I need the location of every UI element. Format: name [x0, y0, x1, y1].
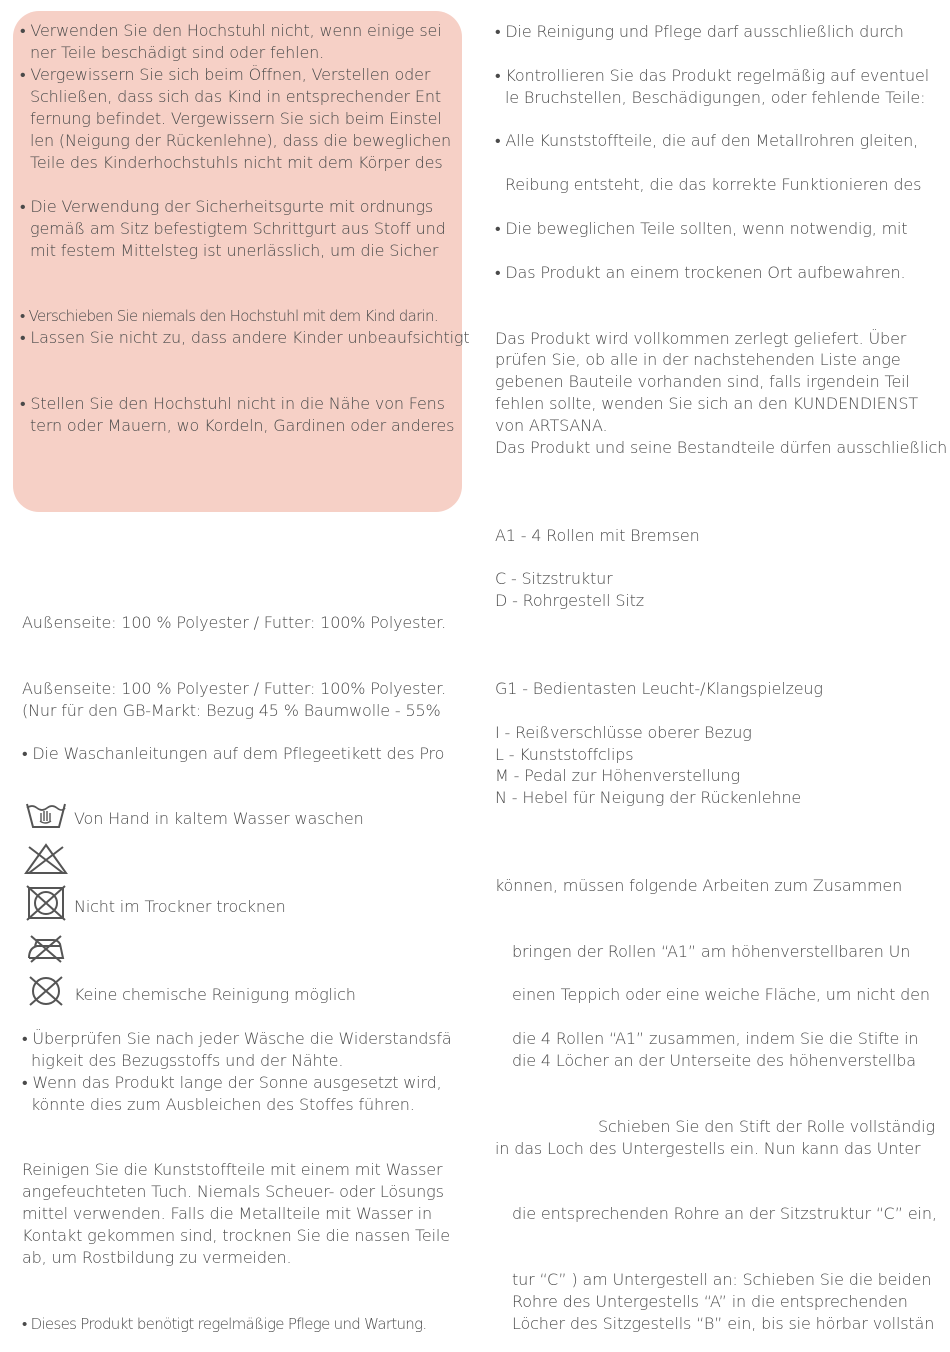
- no-dryclean-label: Keine chemische Reinigung möglich: [74, 985, 356, 1004]
- delivery-para-4: fehlen sollte, wenden Sie sich an den KUNDENDIENST: [495, 394, 919, 413]
- check-fabric-line-2: higkeit des Bezugsstoffs und der Nähte.: [31, 1051, 344, 1070]
- no-dryclean-icon: [25, 975, 67, 1007]
- no-bleach-icon: [24, 843, 68, 875]
- part-g1: G1 - Bedientasten Leucht-/Klangspielzeug: [495, 679, 823, 698]
- no-tumble-dry-icon: [26, 885, 66, 921]
- material-line: Außenseite: 100 % Polyester / Futter: 100% Polyester.: [22, 613, 447, 632]
- delivery-para-3: gebenen Bauteile vorhanden sind, falls irgendein Teil: [495, 372, 910, 391]
- right-text-1: • Die Reinigung und Pflege darf ausschließlich durch: [495, 22, 904, 41]
- no-tumble-dry-label: Nicht im Trockner trocknen: [74, 897, 286, 916]
- warning-text-6: len (Neigung der Rückenlehne), dass die beweglichen: [30, 131, 452, 150]
- clean-line-2: angefeuchteten Tuch. Niemals Scheuer- oder Lösungs: [22, 1182, 444, 1201]
- clean-line-3: mittel verwenden. Falls die Metallteile mit Wasser in: [22, 1204, 432, 1223]
- maintenance-line: • Dieses Produkt benötigt regelmäßige Pflege und Wartung.: [22, 1315, 427, 1333]
- clean-line-4: Kontakt gekommen sind, trocknen Sie die nassen Teile: [22, 1226, 450, 1245]
- warning-text-11: • Verschieben Sie niemals den Hochstuhl mit dem Kind darin.: [20, 307, 438, 325]
- right-text-5: Reibung entsteht, die das korrekte Funktionieren des: [505, 175, 922, 194]
- warning-text-8: • Die Verwendung der Sicherheitsgurte mit ordnungs: [20, 197, 434, 216]
- no-iron-icon: [25, 934, 67, 964]
- part-d: D - Rohrgestell Sitz: [495, 591, 645, 610]
- assembly-line-4: die 4 Rollen “A1” zusammen, indem Sie die Stifte in: [512, 1029, 919, 1048]
- right-text-7: • Das Produkt an einem trockenen Ort aufbewahren.: [495, 263, 906, 282]
- assembly-line-5: die 4 Löcher an der Unterseite des höhenverstellba: [512, 1051, 916, 1070]
- right-text-6: • Die beweglichen Teile sollten, wenn notwendig, mit: [495, 219, 908, 238]
- delivery-para-6: Das Produkt und seine Bestandteile dürfen ausschließlich: [495, 438, 948, 457]
- part-l: L - Kunststoffclips: [495, 745, 634, 764]
- assembly-line-11: Löcher des Sitzgestells “B” ein, bis sie hörbar vollstän: [512, 1314, 935, 1333]
- assembly-line-9: tur “C” ) am Untergestell an: Schieben Sie die beiden: [512, 1270, 932, 1289]
- material-line-3: (Nur für den GB-Markt: Bezug 45 % Baumwolle - 55%: [22, 701, 441, 720]
- material-line-2: Außenseite: 100 % Polyester / Futter: 100% Polyester.: [22, 679, 447, 698]
- assembly-line-10: Rohre des Untergestells “A” in die entsprechenden: [512, 1292, 908, 1311]
- sun-line-2: könnte dies zum Ausbleichen des Stoffes führen.: [31, 1095, 415, 1114]
- warning-text-12: • Lassen Sie nicht zu, dass andere Kinder unbeaufsichtigt: [20, 328, 470, 347]
- part-a1: A1 - 4 Rollen mit Bremsen: [495, 526, 700, 545]
- assembly-line-2: bringen der Rollen “A1” am höhenverstellbaren Un: [512, 942, 911, 961]
- assembly-line-3: einen Teppich oder eine weiche Fläche, um nicht den: [512, 985, 930, 1004]
- warning-text-1: • Verwenden Sie den Hochstuhl nicht, wenn einige sei: [20, 21, 442, 40]
- warning-text-14: tern oder Mauern, wo Kordeln, Gardinen oder anderes: [30, 416, 455, 435]
- part-i: I - Reißverschlüsse oberer Bezug: [495, 723, 752, 742]
- assembly-line-7: in das Loch des Untergestells ein. Nun kann das Unter: [495, 1139, 921, 1158]
- sun-line-1: • Wenn das Produkt lange der Sonne ausgesetzt wird,: [22, 1073, 442, 1092]
- part-m: M - Pedal zur Höhenverstellung: [495, 766, 740, 785]
- handwash-label: Von Hand in kaltem Wasser waschen: [74, 809, 364, 828]
- assembly-line-1: können, müssen folgende Arbeiten zum Zusammen: [495, 876, 903, 895]
- warning-text-2: ner Teile beschädigt sind oder fehlen.: [30, 43, 325, 62]
- delivery-para-1: Das Produkt wird vollkommen zerlegt geliefert. Über: [495, 329, 907, 348]
- delivery-para-2: prüfen Sie, ob alle in der nachstehenden Liste ange: [495, 350, 901, 369]
- right-text-2: • Kontrollieren Sie das Produkt regelmäßig auf eventuel: [495, 66, 930, 85]
- right-text-3: le Bruchstellen, Beschädigungen, oder fehlende Teile:: [505, 88, 926, 107]
- right-text-4: • Alle Kunststoffteile, die auf den Metallrohren gleiten,: [495, 131, 919, 150]
- warning-text-4: Schließen, dass sich das Kind in entsprechender Ent: [30, 87, 441, 106]
- clean-line-1: Reinigen Sie die Kunststoffteile mit einem mit Wasser: [22, 1160, 443, 1179]
- warning-text-13: • Stellen Sie den Hochstuhl nicht in die Nähe von Fens: [20, 394, 445, 413]
- clean-line-5: ab, um Rostbildung zu vermeiden.: [22, 1248, 292, 1267]
- assembly-line-6: Schieben Sie den Stift der Rolle vollständig: [598, 1117, 935, 1136]
- part-n: N - Hebel für Neigung der Rückenlehne: [495, 788, 802, 807]
- delivery-para-5: von ARTSANA.: [495, 416, 608, 435]
- warning-text-7: Teile des Kinderhochstuhls nicht mit dem Körper des: [30, 153, 443, 172]
- warning-text-5: fernung befindet. Vergewissern Sie sich beim Einstel: [30, 109, 442, 128]
- warning-text-10: mit festem Mittelsteg ist unerlässlich, um die Sicher: [30, 241, 439, 260]
- warning-text-9: gemäß am Sitz befestigtem Schrittgurt aus Stoff und: [30, 219, 446, 238]
- wash-instructions: • Die Waschanleitungen auf dem Pflegeetikett des Pro: [22, 744, 445, 763]
- part-c: C - Sitzstruktur: [495, 569, 613, 588]
- warning-text-3: • Vergewissern Sie sich beim Öffnen, Verstellen oder: [20, 65, 431, 84]
- handwash-icon: [25, 801, 67, 831]
- assembly-line-8: die entsprechenden Rohre an der Sitzstruktur “C” ein,: [512, 1204, 937, 1223]
- check-fabric-line-1: • Überprüfen Sie nach jeder Wäsche die Widerstandsfä: [22, 1029, 452, 1048]
